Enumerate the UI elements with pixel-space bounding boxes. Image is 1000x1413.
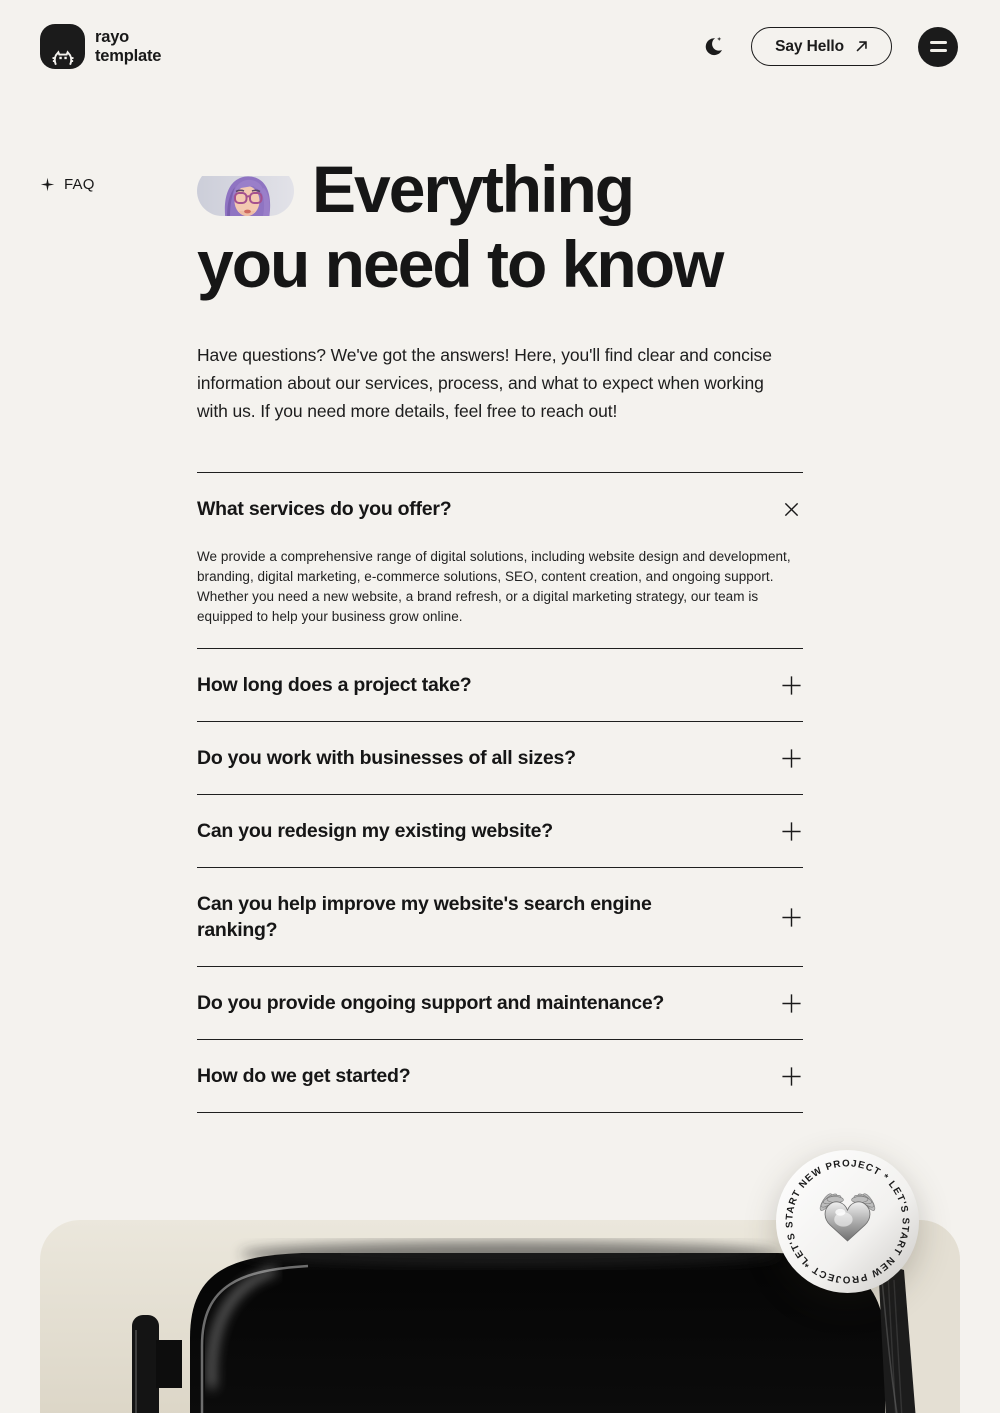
faq-question-row[interactable] [197,795,803,867]
faq-item [197,967,803,1040]
brand-name [95,28,161,66]
close-icon[interactable] [779,497,803,521]
faq-item [197,795,803,868]
faq-question: What services do you offer? [197,498,452,520]
plus-icon[interactable] [779,1064,803,1088]
faq-question: Do you provide ongoing support and maintenance? [197,992,665,1014]
start-project-badge[interactable] [776,1150,919,1293]
plus-icon[interactable] [779,905,803,929]
menu-icon [930,49,947,52]
faq-answer: We provide a comprehensive range of digital solutions, including website design and development, branding, digital marketing, e-commerce solutions, SEO, content creation, and ongoing support. Whether you need a new website, a brand refresh, or a digital marketing strategy, our team is equipped to help your business grow online. [197,549,791,624]
faq-item-open [197,473,803,649]
faq-question: How do we get started? [197,1065,411,1087]
faq-question-row[interactable] [197,649,803,721]
faq-question: Do you work with businesses of all sizes? [197,747,576,769]
faq-question-row[interactable] [197,473,803,522]
brand-line2: template [95,46,162,65]
page-title [197,152,803,302]
faq-item [197,722,803,795]
brand-logo[interactable] [40,24,161,69]
title-line2: you need to know [197,227,723,301]
badge-ring-text: LET'S START NEW PROJECT * LET'S START NEW PROJECT * [784,1158,911,1285]
faq-question: How long does a project take? [197,674,472,696]
brand-line1: rayo [95,27,130,46]
faq-accordion [197,472,803,1113]
sparkle-icon [40,177,55,192]
plus-icon[interactable] [779,673,803,697]
avatar-image [197,166,294,216]
title-line1: Everything [312,152,634,226]
faq-question: Can you help improve my website's search engine ranking? [197,893,652,941]
faq-item [197,649,803,722]
plus-icon[interactable] [779,819,803,843]
faq-question-row[interactable] [197,1040,803,1112]
section-label-text: FAQ [64,176,95,193]
say-hello-label: Say Hello [775,37,844,55]
arrow-up-right-icon [855,40,868,53]
plus-icon[interactable] [779,991,803,1015]
faq-question-row[interactable] [197,868,803,966]
header-actions [701,27,958,67]
faq-question-row[interactable] [197,967,803,1039]
faq-item [197,868,803,967]
menu-icon [930,41,947,44]
plus-icon[interactable] [779,746,803,770]
main-content [197,152,803,1113]
faq-item [197,1040,803,1113]
faq-question-row[interactable] [197,722,803,794]
section-label-faq [40,176,95,193]
intro-paragraph: Have questions? We've got the answers! Here, you'll find clear and concise information about our services, process, and what to expect when working with us. If you need more details, feel free to reach out! [197,345,772,421]
dark-mode-toggle-moon-icon[interactable] [701,35,725,59]
site-header [40,24,958,69]
logo-cat-icon [40,24,85,69]
faq-question: Can you redesign my existing website? [197,820,553,842]
menu-button[interactable] [918,27,958,67]
say-hello-button[interactable] [751,27,892,66]
